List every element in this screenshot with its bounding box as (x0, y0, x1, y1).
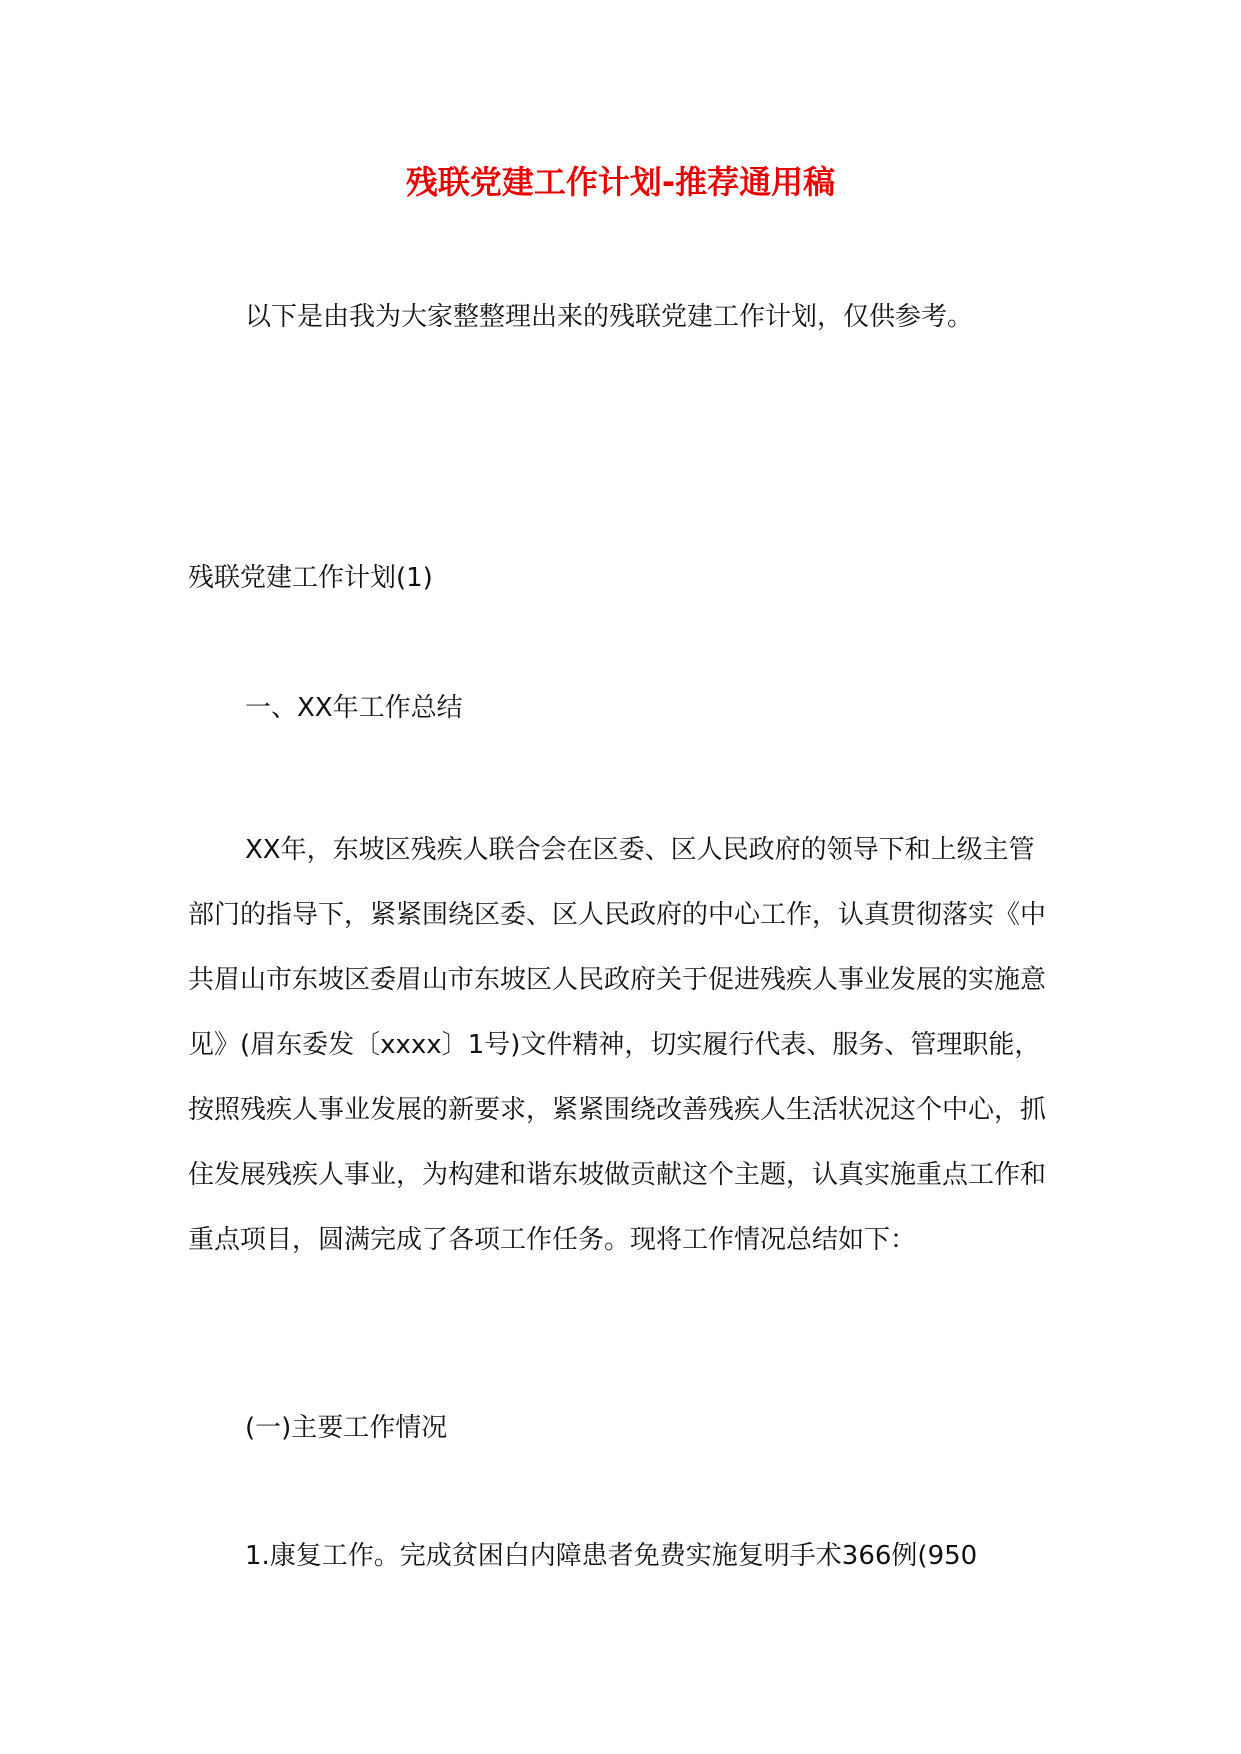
section-title: 残联党建工作计划(1) (188, 563, 433, 593)
heading-main-work: (一)主要工作情况 (245, 1413, 448, 1443)
intro-text: 以下是由我为大家整整理出来的残联党建工作计划，仅供参考。 (245, 302, 974, 332)
item-rehabilitation: 1.康复工作。完成贫困白内障患者免费实施复明手术366例(950 (245, 1541, 978, 1571)
heading-work-summary: 一、XX年工作总结 (245, 693, 463, 723)
summary-paragraph: XX年，东坡区残疾人联合会在区委、区人民政府的领导下和上级主管部门的指导下，紧紧围绕区委、区人民政府的中心工作，认真贯彻落实《中共眉山市东坡区委眉山市东坡区人民政府关于促进残疾人事业发展的实施意见》(眉东委发〔xxxx〕1号)文件精神，切实履行代表、服务、管理职能，按照残疾人事业发展的新要求，紧紧围绕改善残疾人生活状况这个中心，抓住发展残疾人事业，为构建和谐东坡做贡献这个主题，认真实施重点工作和重点项目，圆满完成了各项工作任务。现将工作情况总结如下： (188, 835, 1047, 1255)
document-title: 残联党建工作计划-推荐通用稿 (405, 163, 836, 201)
